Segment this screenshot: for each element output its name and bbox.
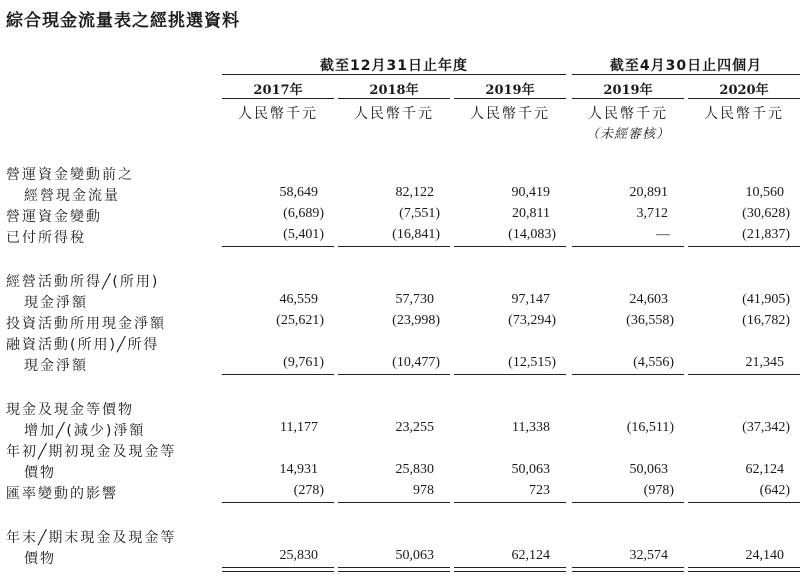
row-label: 匯率變動的影響 (6, 486, 118, 502)
subtotal-rule (688, 374, 800, 375)
table-cell: 25,830 (395, 462, 434, 477)
table-cell: 21,345 (745, 355, 784, 370)
subtotal-rule (454, 374, 566, 375)
row-label: 現金淨額 (24, 358, 88, 374)
subtotal-rule (688, 246, 800, 247)
table-cell: 32,574 (629, 548, 668, 563)
total-double-rule (688, 567, 800, 572)
table-cell: (23,998) (392, 313, 440, 328)
group-rule-interim (572, 74, 800, 75)
table-cell: (25,621) (276, 313, 324, 328)
group-header-annual: 截至12月31日止年度 (320, 58, 468, 74)
table-cell: (5,401) (283, 227, 324, 242)
table-cell: 11,338 (512, 420, 550, 435)
row-label: 經營活動所得╱(所用) (6, 274, 160, 290)
column-unit: 人民幣千元 (238, 106, 318, 122)
column-year-2019: 2019年 (485, 83, 535, 98)
table-cell: 20,811 (512, 206, 550, 221)
table-cell: 50,063 (395, 548, 434, 563)
column-year-rule (222, 98, 334, 99)
subtotal-rule (572, 246, 684, 247)
table-cell: 24,603 (629, 292, 668, 307)
table-cell: (642) (759, 483, 790, 498)
row-label: 現金淨額 (24, 295, 88, 311)
column-year-2018: 2018年 (369, 83, 419, 98)
unaudited-note: （未經審核） (585, 127, 670, 142)
column-unit: 人民幣千元 (588, 106, 668, 122)
table-cell: — (656, 227, 670, 242)
column-year-rule (572, 98, 684, 99)
table-cell: 10,560 (745, 185, 784, 200)
total-double-rule (454, 567, 566, 572)
row-label: 價物 (24, 465, 56, 481)
row-label: 增加╱(減少)淨額 (24, 423, 146, 439)
subtotal-rule (338, 374, 450, 375)
column-year-rule (688, 98, 800, 99)
table-cell: 97,147 (511, 292, 550, 307)
table-cell: (16,511) (626, 420, 674, 435)
table-cell: (9,761) (283, 355, 324, 370)
subtotal-rule (454, 502, 566, 503)
column-year-2019-interim: 2019年 (603, 83, 653, 98)
group-header-interim: 截至4月30日止四個月 (609, 58, 763, 74)
table-cell: 82,122 (395, 185, 434, 200)
table-cell: 50,063 (511, 462, 550, 477)
table-cell: (10,477) (392, 355, 440, 370)
table-cell: (14,083) (508, 227, 556, 242)
table-cell: (21,837) (742, 227, 790, 242)
column-year-rule (454, 98, 566, 99)
table-cell: (73,294) (508, 313, 556, 328)
table-cell: (278) (293, 483, 324, 498)
subtotal-rule (222, 246, 334, 247)
column-unit: 人民幣千元 (704, 106, 784, 122)
column-year-rule (338, 98, 450, 99)
row-label: 年末╱期末現金及現金等 (6, 530, 177, 546)
table-cell: 23,255 (395, 420, 434, 435)
subtotal-rule (338, 502, 450, 503)
table-cell: (16,782) (742, 313, 790, 328)
table-cell: 58,649 (279, 185, 318, 200)
subtotal-rule (338, 246, 450, 247)
table-cell: 57,730 (395, 292, 434, 307)
page-title: 綜合現金流量表之經挑選資料 (6, 11, 240, 31)
table-cell: 24,140 (745, 548, 784, 563)
column-year-2020: 2020年 (719, 83, 769, 98)
row-label: 已付所得稅 (6, 230, 86, 246)
table-cell: 25,830 (279, 548, 318, 563)
table-cell: 20,891 (629, 185, 668, 200)
table-cell: (41,905) (742, 292, 790, 307)
subtotal-rule (688, 502, 800, 503)
table-cell: 11,177 (280, 420, 318, 435)
table-cell: 14,931 (279, 462, 318, 477)
table-cell: (37,342) (742, 420, 790, 435)
subtotal-rule (572, 374, 684, 375)
table-cell: 50,063 (629, 462, 668, 477)
row-label: 投資活動所用現金淨額 (6, 316, 166, 332)
table-cell: 723 (529, 483, 550, 498)
table-cell: (30,628) (742, 206, 790, 221)
table-cell: 3,712 (636, 206, 668, 221)
group-rule-annual (222, 74, 566, 75)
table-cell: 90,419 (511, 185, 550, 200)
table-cell: (978) (643, 483, 674, 498)
subtotal-rule (572, 502, 684, 503)
row-label: 經營現金流量 (24, 188, 120, 204)
column-unit: 人民幣千元 (354, 106, 434, 122)
table-cell: 62,124 (745, 462, 784, 477)
table-cell: (7,551) (399, 206, 440, 221)
column-year-2017: 2017年 (253, 83, 303, 98)
row-label: 現金及現金等價物 (6, 402, 134, 418)
subtotal-rule (222, 374, 334, 375)
total-double-rule (222, 567, 334, 572)
table-cell: (4,556) (633, 355, 674, 370)
column-unit: 人民幣千元 (470, 106, 550, 122)
table-cell: 978 (413, 483, 434, 498)
row-label: 年初╱期初現金及現金等 (6, 444, 177, 460)
table-cell: (6,689) (283, 206, 324, 221)
table-cell: (12,515) (508, 355, 556, 370)
subtotal-rule (222, 502, 334, 503)
row-label: 營運資金變動前之 (6, 167, 134, 183)
row-label: 融資活動(所用)╱所得 (6, 337, 160, 353)
row-label: 價物 (24, 551, 56, 567)
table-cell: (16,841) (392, 227, 440, 242)
table-cell: 62,124 (511, 548, 550, 563)
subtotal-rule (454, 246, 566, 247)
table-cell: 46,559 (279, 292, 318, 307)
total-double-rule (338, 567, 450, 572)
total-double-rule (572, 567, 684, 572)
row-label: 營運資金變動 (6, 209, 102, 225)
table-cell: (36,558) (626, 313, 674, 328)
